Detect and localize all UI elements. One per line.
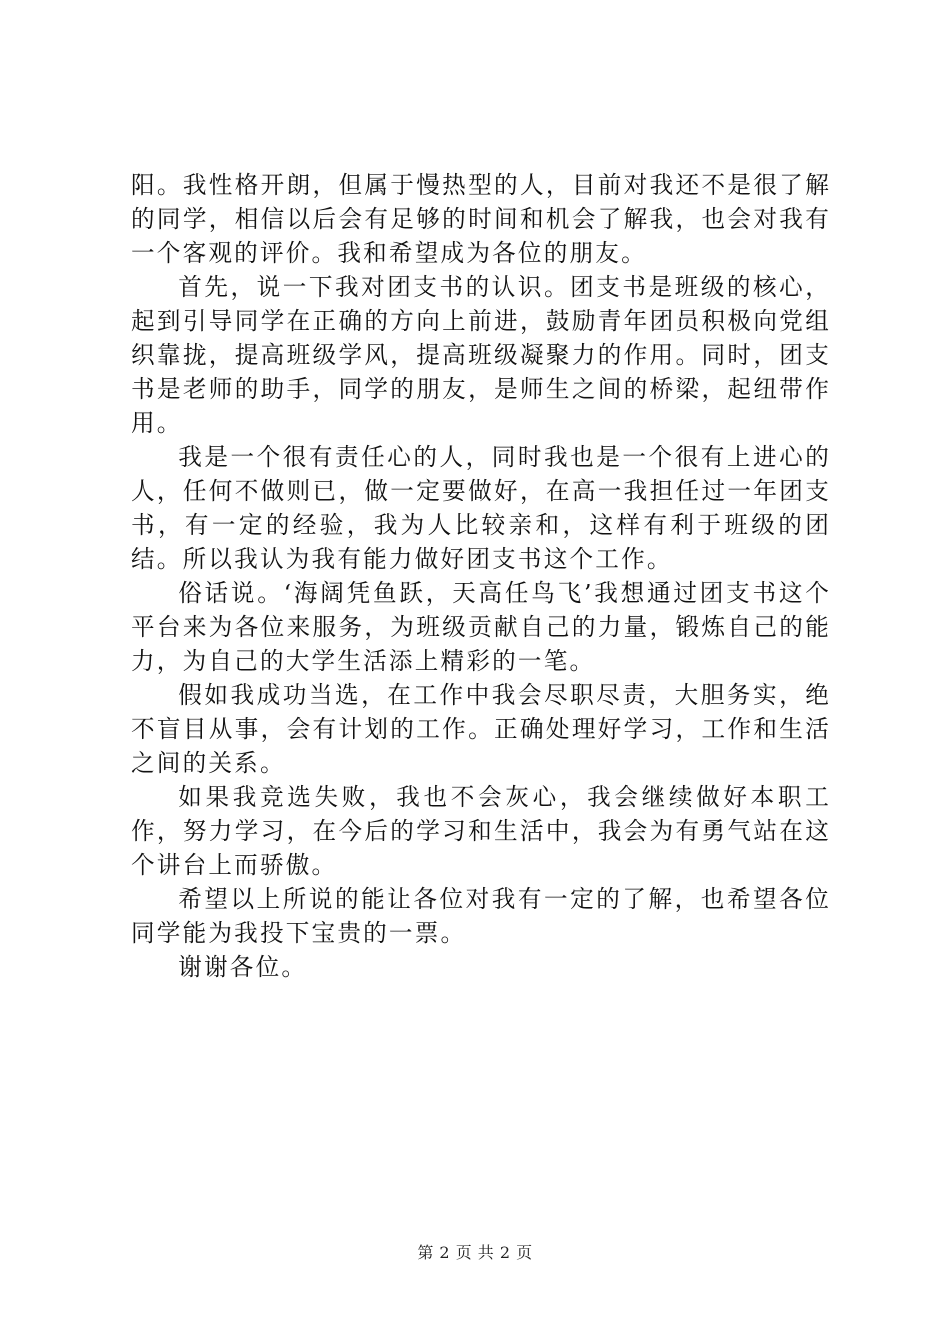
paragraph-thanks: 谢谢各位。 — [178, 953, 308, 981]
page-number-footer: 第 2 页 共 2 页 — [417, 1243, 533, 1262]
paragraph-hope: 希望以上所说的能让各位对我有一定的了解，也希望各位同学能为我投下宝贵的一票。 — [131, 885, 831, 947]
paragraph-understanding: 首先，说一下我对团支书的认识。团支书是班级的核心，起到引导同学在正确的方向上前进，鼓励青年团员积极向党组织靠拢，提高班级学风，提高班级凝聚力的作用。同时，团支书是老师的助手，同学的朋友，是师生之间的桥梁，起纽带作用。 — [131, 273, 831, 437]
paragraph-proverb: 俗话说。‘海阔凭鱼跃，天高任鸟飞’我想通过团支书这个平台来为各位来服务，为班级贡献自己的力量，锻炼自己的能力，为自己的大学生活添上精彩的一笔。 — [131, 579, 831, 675]
paragraph-if-defeated: 如果我竞选失败，我也不会灰心，我会继续做好本职工作，努力学习，在今后的学习和生活中，我会为有勇气站在这个讲台上而骄傲。 — [131, 783, 831, 879]
paragraph-qualifications: 我是一个很有责任心的人，同时我也是一个很有上进心的人，任何不做则已，做一定要做好，在高一我担任过一年团支书，有一定的经验，我为人比较亲和，这样有利于班级的团结。所以我认为我有能力做好团支书这个工作。 — [131, 443, 831, 573]
paragraph-continuation: 阳。我性格开朗，但属于慢热型的人，目前对我还不是很了解的同学，相信以后会有足够的时间和机会了解我，也会对我有一个客观的评价。我和希望成为各位的朋友。 — [131, 171, 831, 267]
document-body — [131, 168, 831, 984]
paragraph-if-elected: 假如我成功当选，在工作中我会尽职尽责，大胆务实，绝不盲目从事，会有计划的工作。正确处理好学习，工作和生活之间的关系。 — [131, 681, 831, 777]
